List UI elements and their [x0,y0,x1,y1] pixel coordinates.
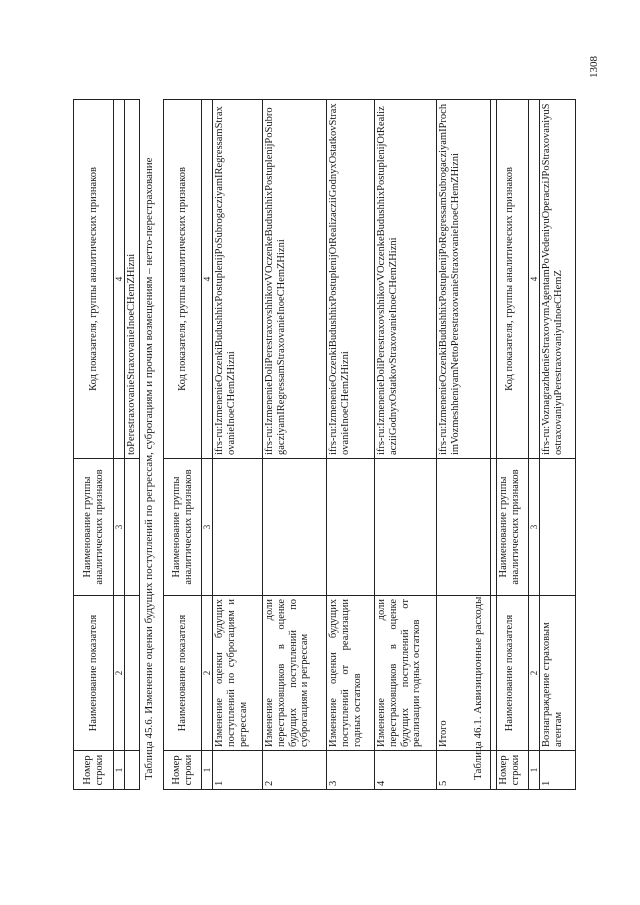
col-number: 1 [529,751,540,790]
row-group [437,459,497,596]
row-group [213,459,263,596]
header-indicator-name: Наименование показателя [74,596,114,751]
table-continuation [73,99,140,790]
row-code: ifrs-ru:IzmenenieOczenkiBudushhixPostuplenijOtRealizacziiGodnyxOstatkovStraxovanieInoeCHemZHizni [327,100,375,459]
row-name: Изменение оценки будущих поступлений по суброгациям и регрессам [213,596,263,751]
row-group [375,459,437,596]
row-name: Изменение оценки будущих поступлений от реализации годных остатков [327,596,375,751]
row-code: ifrs-ru:IzmenenieOczenkiBudushhixPostuplenijPoSubrogacziyamIRegressamStraxovanieInoeCHemZHizni [213,100,263,459]
row-name [125,596,140,751]
row-code: ifrs-ru:VoznagrazhdenieStraxovymAgentamPoVedeniyuOperacziJPoStraxovaniyuSostraxovaniyuPerestraxovaniyuInoeCHemZ [540,100,576,459]
row-name: Изменение доли перестраховщиков в оценке будущих поступлений по суброгациям и регрессам [263,596,327,751]
row-name: Итого [437,596,497,751]
table-row [375,100,437,790]
header-indicator-name: Наименование показателя [164,596,202,751]
row-code: ifrs-ru:IzmenenieOczenkiBudushhixPostuplenijPoRegressamSubrogacziyamIProchimVozmeshheniyamNettoPerestraxovanieStraxovanieInoeCHemZHizni [437,100,497,459]
col-number: 4 [202,100,213,459]
col-number: 4 [114,100,125,459]
header-line-no: Номер строки [491,751,529,790]
row-name: Изменение доли перестраховщиков в оценке будущих поступлений от реализации годных остатков [375,596,437,751]
col-number: 2 [529,596,540,751]
row-group [263,459,327,596]
row-no: 1 [540,751,576,790]
row-no: 1 [213,751,263,790]
table-row [263,100,327,790]
table-row [540,100,576,790]
header-indicator-name: Наименование показателя [491,596,529,751]
row-code: ifrs-ru:IzmenenieDoliPerestraxovshhikovVOczenkeBudushhixPostuplenijOtRealizacziiGodnyxOstatkovStraxovanieInoeCHemZHizni [375,100,437,459]
table-45-6-caption: Таблица 45.6. Изменение оценки будущих поступлений по регрессам, суброгациям и прочим возмещениям – нетто-перестрахование [143,157,155,780]
row-no: 3 [327,751,375,790]
header-line-no: Номер строки [74,751,114,790]
row-no: 2 [263,751,327,790]
row-code: toPerestraxovanieStraxovanieInoeCHemZHizni [125,100,140,459]
table-46-1-caption: Таблица 46.1. Аквизиционные расходы [472,596,484,780]
table-45-6 [163,99,497,790]
header-group-name: Наименование группы аналитических признаков [164,459,202,596]
table-row [213,100,263,790]
row-code: ifrs-ru:IzmenenieDoliPerestraxovshhikovVOczenkeBudushhixPostuplenijPoSubrogacziyamIRegressamStraxovanieInoeCHemZHizni [263,100,327,459]
row-name: Вознаграждение страховым агентам [540,596,576,751]
row-no: 5 [437,751,497,790]
col-number: 2 [114,596,125,751]
col-number: 3 [114,459,125,596]
row-group [540,459,576,596]
col-number: 2 [202,596,213,751]
table-row [125,100,140,790]
col-number: 3 [202,459,213,596]
row-group [125,459,140,596]
header-code: Код показателя, группы аналитических признаков [74,100,114,459]
header-code: Код показателя, группы аналитических признаков [164,100,202,459]
header-group-name: Наименование группы аналитических признаков [74,459,114,596]
page-number: 1308 [588,56,600,78]
col-number: 1 [114,751,125,790]
header-code: Код показателя, группы аналитических признаков [491,100,529,459]
header-group-name: Наименование группы аналитических признаков [491,459,529,596]
table-row [437,100,497,790]
row-no: 4 [375,751,437,790]
table-row [327,100,375,790]
col-number: 3 [529,459,540,596]
col-number: 1 [202,751,213,790]
row-no [125,751,140,790]
col-number: 4 [529,100,540,459]
header-line-no: Номер строки [164,751,202,790]
table-46-1 [490,99,576,790]
row-group [327,459,375,596]
